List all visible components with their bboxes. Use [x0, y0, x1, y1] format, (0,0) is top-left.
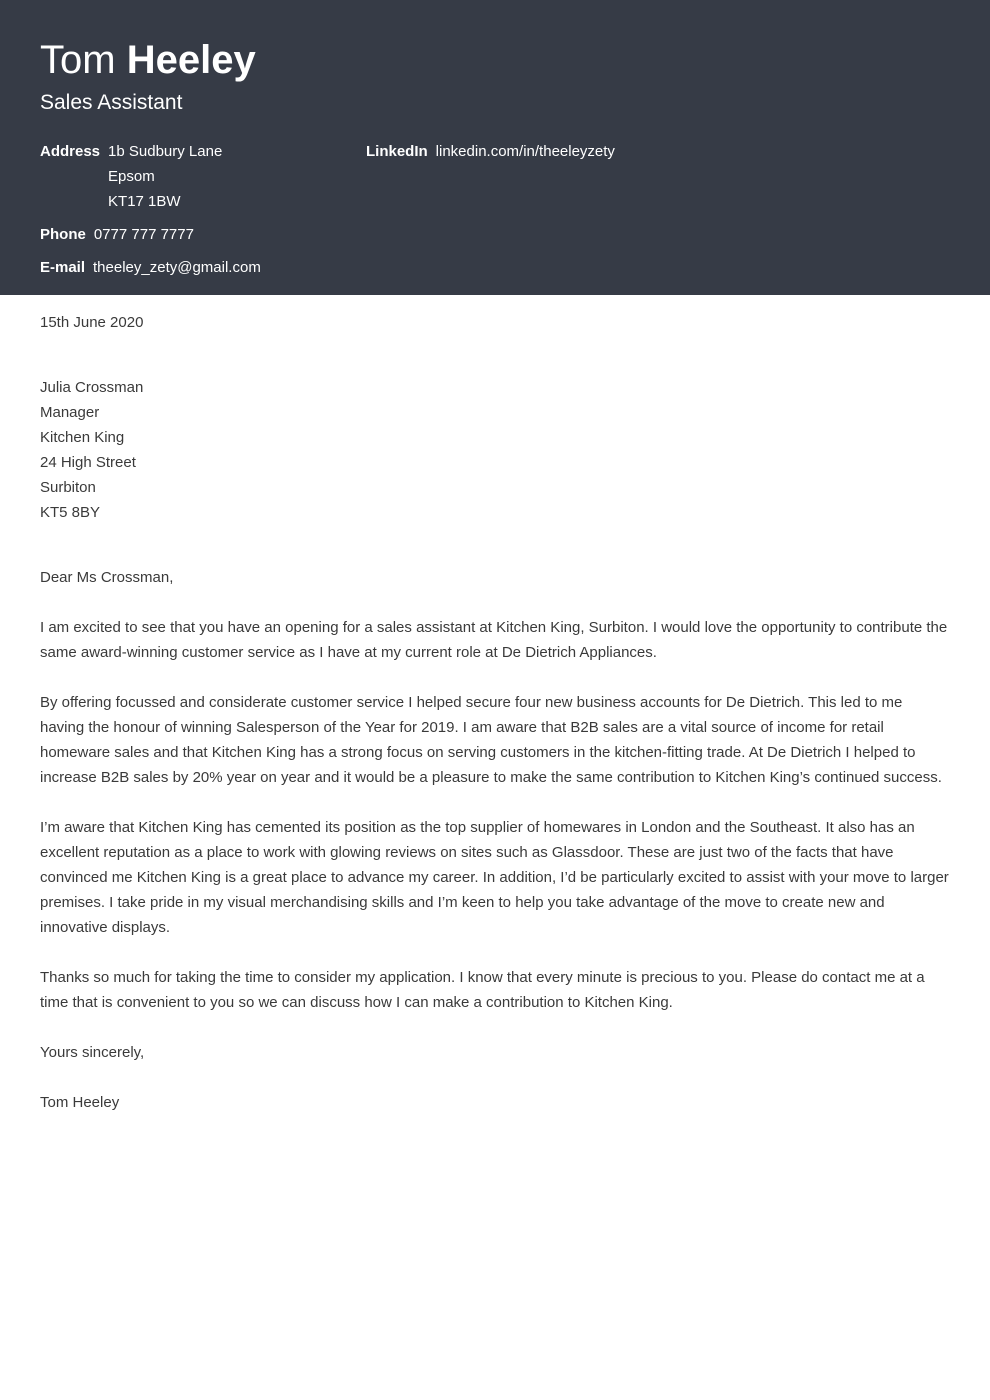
email-value[interactable]: theeley_zety@gmail.com: [93, 259, 261, 276]
job-title: Sales Assistant: [40, 91, 183, 114]
letter-paragraph: Thanks so much for taking the time to consider my application. I know that every minute is precious to you. Please do contact me at a time that is convenient to you so we can discuss how I can make a contribution to Kitchen King.: [40, 969, 925, 1011]
recipient-line: KT5 8BY: [40, 504, 101, 521]
phone-row: [40, 222, 360, 247]
letter-paragraph: By offering focussed and considerate customer service I helped secure four new business accounts for De Dietrich. This led to me having the honour of winning Salesperson of the Year for 2019. I am aware that B2B sales are a vital source of income for retail homeware sales and that Kitchen King has a strong focus on serving customers in the kitchen-fitting trade. At De Dietrich I helped to increase B2B sales by 20% year on year and it would be a pleasure to make the same contribution to Kitchen King’s continued success.: [40, 694, 942, 786]
letter-paragraph: I’m aware that Kitchen King has cemented its position as the top supplier of homewares in London and the Southeast. It also has an excellent reputation as a place to work with glowing reviews on sites such as Glassdoor. These are just two of the facts that have convinced me Kitchen King is a great place to advance my career. In addition, I’d be particularly excited to assist with your move to larger premises. I take pride in my visual merchandising skills and I’m keen to help you take advantage of the move to create new and innovative displays.: [40, 819, 949, 936]
address-label: Address: [40, 143, 101, 160]
closing: Yours sincerely,: [40, 1044, 145, 1061]
letter-header: [0, 0, 990, 295]
letter-paragraph: I am excited to see that you have an opening for a sales assistant at Kitchen King, Surbiton. I would love the opportunity to contribute the same award-winning customer service as I have at my current role at De Dietrich Appliances.: [40, 619, 948, 661]
address-line: Epsom: [108, 168, 155, 185]
address-value: [108, 139, 222, 214]
email-row: [40, 255, 360, 280]
phone-label: Phone: [40, 226, 86, 243]
first-name: Tom: [40, 38, 116, 82]
address-line: 1b Sudbury Lane: [108, 143, 223, 160]
salutation: Dear Ms Crossman,: [40, 569, 174, 586]
last-name: Heeley: [126, 38, 256, 82]
letter-body: [0, 295, 990, 1115]
recipient-line: Surbiton: [40, 479, 96, 496]
contact-right-column: [366, 139, 615, 164]
linkedin-row: [366, 139, 615, 164]
email-label: E-mail: [40, 259, 86, 276]
recipient-line: Kitchen King: [40, 429, 125, 446]
address-row: [40, 139, 360, 214]
phone-value: 0777 777 7777: [93, 226, 194, 243]
address-line: KT17 1BW: [108, 193, 181, 210]
applicant-name: [40, 36, 950, 84]
recipient-line: Julia Crossman: [40, 379, 144, 396]
linkedin-value[interactable]: linkedin.com/in/theeleyzety: [435, 143, 615, 160]
signature: Tom Heeley: [40, 1094, 120, 1111]
linkedin-label: LinkedIn: [366, 143, 428, 160]
recipient-line: Manager: [40, 404, 100, 421]
recipient-block: [40, 375, 950, 525]
contact-left-column: [40, 139, 360, 280]
letter-date: 15th June 2020: [40, 314, 144, 331]
recipient-line: 24 High Street: [40, 454, 136, 471]
